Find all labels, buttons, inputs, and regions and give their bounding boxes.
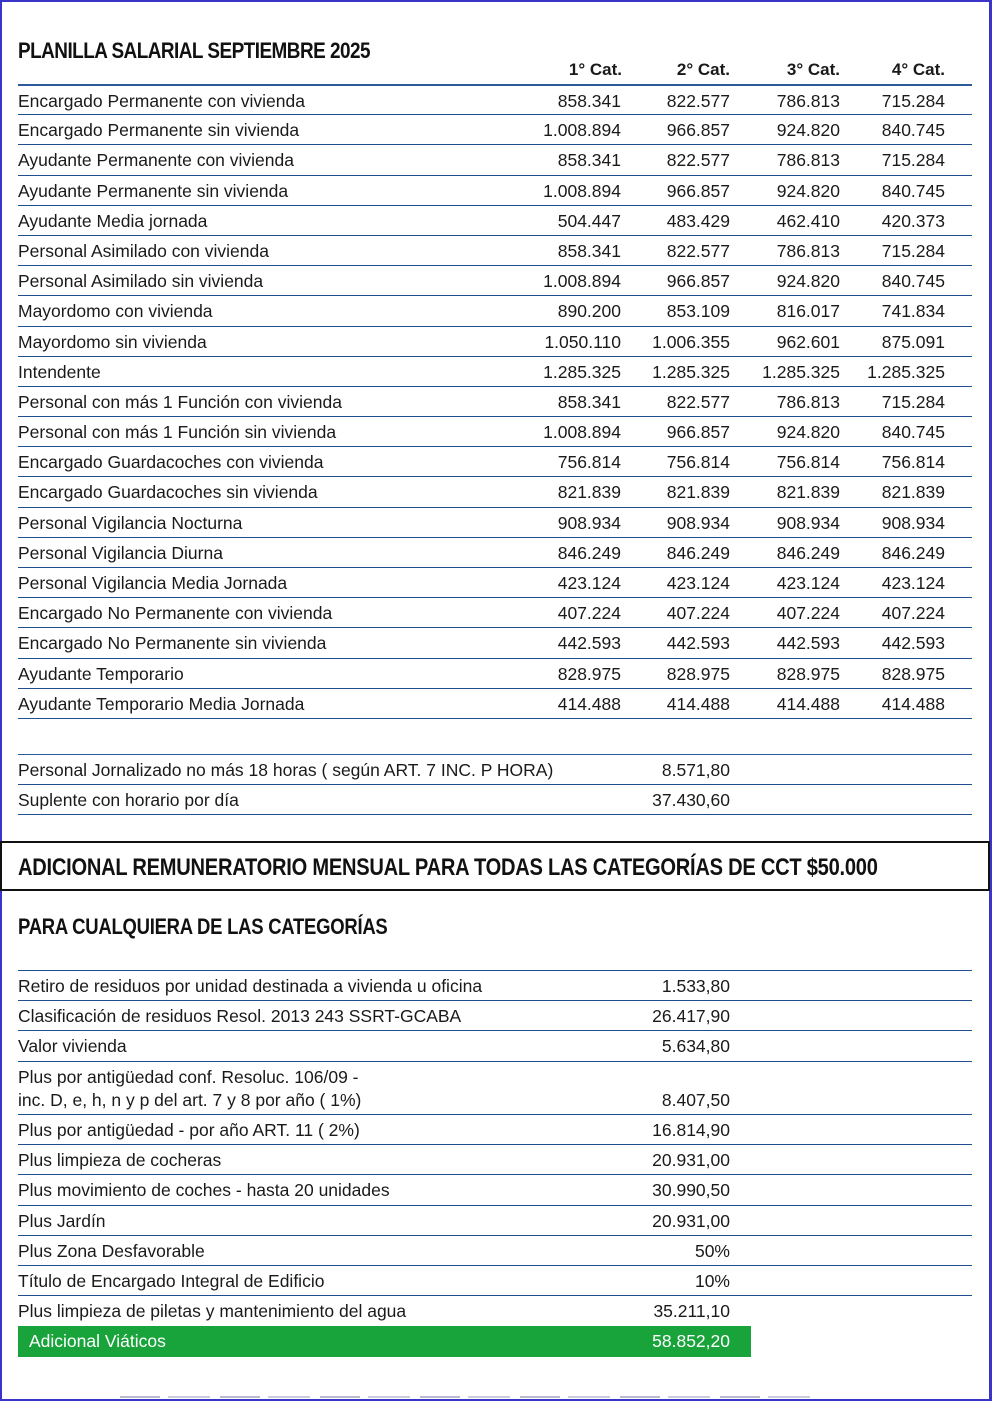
row-label: Encargado Guardacoches con vivienda [18,452,324,473]
cell-cat4: 741.834 [881,301,945,322]
cell-cat2: 822.577 [666,91,730,111]
cell-cat4: 715.284 [881,91,945,111]
table-row [18,235,972,265]
cell-cat2: 966.857 [666,271,730,292]
row-label: Retiro de residuos por unidad destinada a vivienda u oficina [18,976,483,996]
cell-cat1: 756.814 [557,452,621,473]
row-value: 5.634,80 [661,1036,730,1057]
row-label: Personal Vigilancia Media Jornada [18,573,288,593]
highlight-row-viaticos [18,1326,751,1357]
row-label: Suplente con horario por día [18,790,239,811]
table-row [18,265,972,295]
table-row [18,1235,972,1265]
table-row [18,295,972,325]
table-row [18,597,972,627]
table-row [18,205,972,235]
column-header-cat4: 4° Cat. [891,60,945,79]
table-row [18,175,972,205]
cell-cat3: 786.813 [776,150,840,171]
cell-cat3: 756.814 [776,452,840,473]
row-label: Encargado Permanente con vivienda [18,91,305,111]
cell-cat1: 1.008.894 [543,120,621,141]
row-label: Clasificación de residuos Resol. 2013 243 SSRT-GCABA [18,1006,462,1027]
row-label: Plus limpieza de cocheras [18,1150,222,1171]
cell-cat3: 846.249 [776,542,840,563]
row-value: 20.931,00 [652,1210,730,1231]
cell-cat1: 1.008.894 [543,271,621,292]
cell-cat3: 407.224 [776,603,840,624]
row-label-line2: inc. D, e, h, n y p del art. 7 y 8 por año ( 1%) [18,1089,362,1110]
cell-cat1: 1.285.325 [543,361,621,382]
table-row [18,84,972,114]
cell-cat4: 828.975 [881,663,945,684]
additional-remuneration-banner [0,841,990,891]
row-value: 8.407,50 [661,1089,730,1110]
table-row [18,658,972,688]
table-row [18,326,972,356]
cell-cat3: 462.410 [776,210,840,231]
cell-cat3: 924.820 [776,422,840,443]
cell-cat1: 504.447 [557,210,621,231]
row-label: Plus limpieza de piletas y mantenimiento del agua [18,1301,407,1322]
cell-cat1: 858.341 [557,91,621,111]
cell-cat3: 821.839 [776,482,840,503]
cell-cat4: 420.373 [881,210,945,231]
row-label: Personal Jornalizado no más 18 horas ( según ART. 7 INC. P HORA) [18,760,554,780]
row-label: Plus por antigüedad - por año ART. 11 ( 2%) [18,1120,360,1141]
row-label: Valor vivienda [18,1036,127,1057]
table-row [18,688,972,718]
cell-cat2: 822.577 [666,391,730,412]
table-row [18,386,972,416]
cell-cat2: 853.109 [666,301,730,322]
cell-cat1: 1.008.894 [543,422,621,443]
cell-cat1: 442.593 [557,633,621,654]
column-header-cat3: 3° Cat. [786,60,840,79]
cell-cat1: 858.341 [557,240,621,261]
cell-cat4: 875.091 [881,331,945,352]
row-label: Ayudante Permanente sin vivienda [18,180,289,201]
row-value: 20.931,00 [652,1150,730,1171]
cell-cat1: 858.341 [557,391,621,412]
cell-cat1: 1.050.110 [544,331,621,352]
table-row [18,356,972,386]
cell-cat2: 1.006.355 [652,331,730,352]
cell-cat1: 858.341 [557,150,621,171]
table-row [18,416,972,446]
cell-cat2: 821.839 [666,482,730,503]
table-row [18,1144,972,1174]
row-label: Ayudante Temporario [18,663,184,684]
cell-cat4: 407.224 [881,603,945,624]
table-row [18,1265,972,1295]
cell-cat4: 756.814 [881,452,945,473]
row-value: 30.990,50 [652,1180,730,1201]
row-label: Plus movimiento de coches - hasta 20 unidades [18,1180,390,1201]
row-label: Personal Vigilancia Diurna [18,542,223,563]
column-header-cat2: 2° Cat. [676,60,730,79]
table-row [18,507,972,537]
cell-cat3: 924.820 [776,120,840,141]
row-label: Intendente [18,361,101,382]
cell-cat4: 423.124 [881,573,945,593]
cell-cat4: 908.934 [881,512,945,533]
row-value: 35.211,10 [653,1301,730,1322]
cell-cat1: 846.249 [557,542,621,563]
cell-cat4: 1.285.325 [867,361,945,382]
table-row [18,114,972,144]
scan-artifact [120,1396,820,1398]
banner-text: ADICIONAL REMUNERATORIO MENSUAL PARA TODAS LAS CATEGORÍAS DE CCT $50.000 [18,854,878,881]
cell-cat1: 821.839 [557,482,621,503]
divider [18,718,972,719]
cell-cat2: 423.124 [666,573,730,593]
table-row [18,446,972,476]
row-label: Mayordomo sin vivienda [18,331,207,352]
row-value: 1.533,80 [661,976,730,996]
cell-cat2: 846.249 [666,542,730,563]
cell-cat2: 407.224 [666,603,730,624]
row-label: Personal con más 1 Función sin vivienda [18,422,337,443]
table-row [18,1061,972,1115]
cell-cat3: 1.285.325 [762,361,840,382]
cell-cat4: 414.488 [881,693,945,714]
column-header-cat1: 1° Cat. [568,60,622,79]
row-value: 58.852,20 [652,1331,730,1351]
cell-cat3: 924.820 [776,180,840,201]
cell-cat2: 966.857 [666,180,730,201]
row-label: Encargado Guardacoches sin vivienda [18,482,318,503]
cell-cat1: 1.008.894 [543,180,621,201]
cell-cat3: 962.601 [776,331,840,352]
table-row [18,537,972,567]
cell-cat4: 840.745 [881,422,945,443]
row-value: 50% [694,1240,730,1261]
cell-cat2: 828.975 [666,663,730,684]
cell-cat1: 423.124 [557,573,621,593]
cell-cat3: 816.017 [776,301,840,322]
row-value: 16.814,90 [652,1120,730,1141]
cell-cat2: 1.285.325 [652,361,730,382]
cell-cat4: 821.839 [881,482,945,503]
cell-cat1: 414.488 [557,693,621,714]
row-label: Encargado No Permanente con vivienda [18,603,333,624]
cell-cat2: 756.814 [666,452,730,473]
table-row [18,754,972,784]
table-row [18,567,972,597]
cell-cat3: 786.813 [776,391,840,412]
cell-cat2: 908.934 [666,512,730,533]
row-label: Plus por antigüedad conf. Resoluc. 106/09 - [18,1066,359,1087]
row-label: Encargado Permanente sin vivienda [18,120,300,141]
cell-cat1: 828.975 [557,663,621,684]
cell-cat4: 715.284 [881,391,945,412]
cell-cat3: 828.975 [776,663,840,684]
cell-cat3: 442.593 [776,633,840,654]
row-label: Mayordomo con vivienda [18,301,213,322]
cell-cat2: 966.857 [666,422,730,443]
row-label: Personal Vigilancia Nocturna [18,512,243,533]
table-row [18,970,972,1000]
cell-cat1: 890.200 [557,301,621,322]
table-row [18,1000,972,1030]
section-title: PARA CUALQUIERA DE LAS CATEGORÍAS [18,914,388,939]
table-row [18,476,972,506]
cell-cat4: 715.284 [881,150,945,171]
row-label: Plus Jardín [18,1210,106,1231]
cell-cat4: 846.249 [881,542,945,563]
cell-cat4: 840.745 [881,271,945,292]
cell-cat3: 924.820 [776,271,840,292]
table-row [18,144,972,174]
cell-cat1: 908.934 [557,512,621,533]
row-value: 8.571,80 [661,760,730,780]
row-value: 37.430,60 [652,790,730,811]
row-label: Personal con más 1 Función con vivienda [18,391,342,412]
cell-cat2: 966.857 [666,120,730,141]
cell-cat3: 786.813 [776,240,840,261]
cell-cat3: 908.934 [776,512,840,533]
row-value: 26.417,90 [652,1006,730,1027]
cell-cat2: 414.488 [666,693,730,714]
cell-cat1: 407.224 [557,603,621,624]
table-row [18,1205,972,1235]
row-label: Personal Asimilado sin vivienda [18,271,264,292]
row-label: Personal Asimilado con vivienda [18,240,269,261]
row-label: Ayudante Permanente con vivienda [18,150,294,171]
table-row [18,1174,972,1204]
cell-cat4: 442.593 [881,633,945,654]
cell-cat4: 715.284 [881,240,945,261]
salary-table [18,84,972,719]
row-label: Adicional Viáticos [29,1331,166,1351]
page-title: PLANILLA SALARIAL SEPTIEMBRE 2025 [18,38,370,63]
row-label: Ayudante Media jornada [18,210,208,231]
row-label: Título de Encargado Integral de Edificio [18,1271,325,1291]
cell-cat2: 442.593 [666,633,730,654]
row-value: 10% [694,1271,730,1291]
cell-cat3: 423.124 [776,573,840,593]
cell-cat2: 822.577 [666,240,730,261]
table-row [18,1295,972,1325]
cell-cat3: 786.813 [776,91,840,111]
table-row [18,627,972,657]
cell-cat4: 840.745 [881,120,945,141]
row-label: Encargado No Permanente sin vivienda [18,633,327,654]
cell-cat2: 822.577 [666,150,730,171]
jornalizado-table [18,754,972,815]
table-row [18,1030,972,1060]
cell-cat2: 483.429 [666,210,730,231]
table-row [18,784,972,814]
row-label: Plus Zona Desfavorable [18,1240,205,1261]
table-row [18,1114,972,1144]
cell-cat3: 414.488 [776,693,840,714]
cell-cat4: 840.745 [881,180,945,201]
divider [18,814,972,815]
extras-table [18,970,972,1325]
row-label: Ayudante Temporario Media Jornada [18,693,305,714]
